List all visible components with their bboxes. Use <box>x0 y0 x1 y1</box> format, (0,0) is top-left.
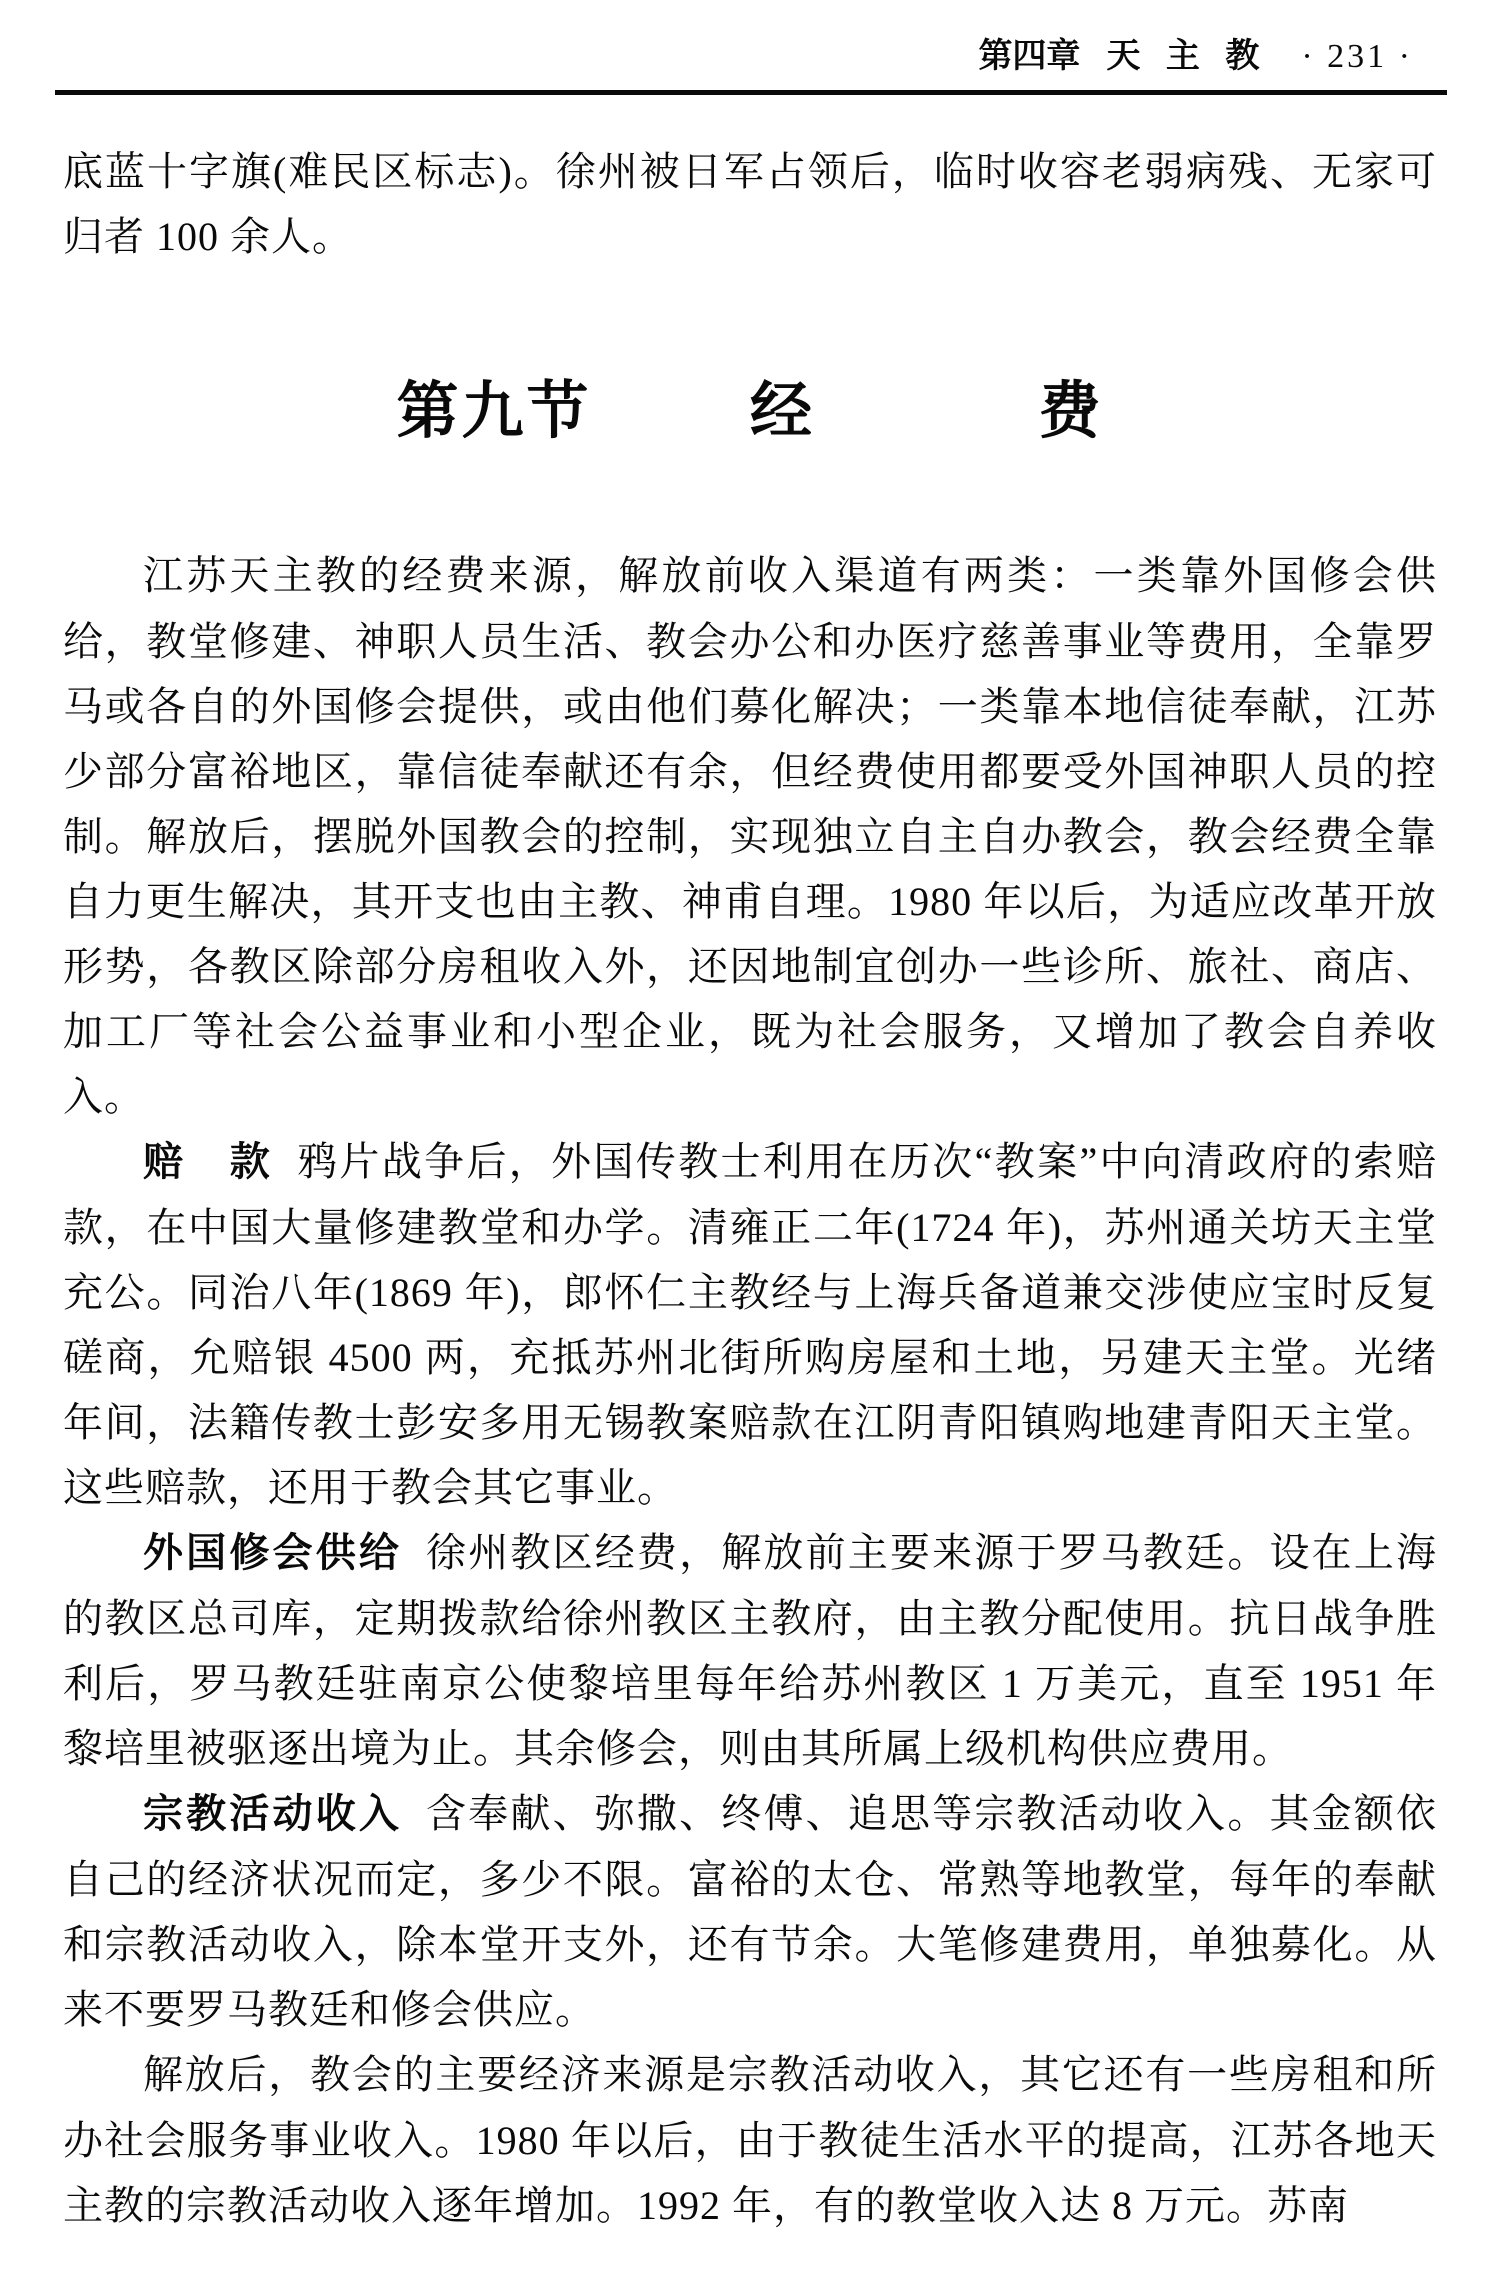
paragraph-religious-activity-income <box>63 1781 1437 2042</box>
paragraph-lead: 赔 款 <box>143 1140 274 1184</box>
chapter-label: 第四章 <box>978 37 1081 75</box>
paragraph-text: 江苏天主教的经费来源，解放前收入渠道有两类：一类靠外国修会供给，教堂修建、神职人员生活、教会办公和办医疗慈善事业等费用，全靠罗马或各自的外国修会提供，或由他们募化解决；一类靠本地信徒奉献，江苏少部分富裕地区，靠信徒奉献还有余，但经费使用都要受外国神职人员的控制。解放后，摆脱外国教会的控制，实现独立自主自办教会，教会经费全靠自力更生解决，其开支也由主教、神甫自理。1980 年以后，为适应改革开放形势，各教区除部分房租收入外，还因地制宜创办一些诊所、旅社、商店、加工厂等社会公益事业和小型企业，既为社会服务，又增加了教会自养收入。 <box>63 553 1437 1119</box>
paragraph-text: 解放后，教会的主要经济来源是宗教活动收入，其它还有一些房租和所办社会服务事业收入。1980 年以后，由于教徒生活水平的提高，江苏各地天主教的宗教活动收入逐年增加。1992 年，有的教堂收入达 8 万元。苏南 <box>63 2052 1437 2228</box>
running-head <box>63 22 1437 76</box>
paragraph-foreign-orders-supply <box>63 1520 1437 1781</box>
paragraph-lead: 宗教活动收入 <box>143 1792 403 1836</box>
page-body <box>63 139 1437 2238</box>
header-rule <box>55 90 1447 95</box>
page-number: · 231 · <box>1301 38 1413 75</box>
section-title-char-2: 费 <box>1038 378 1104 446</box>
paragraph-text: 徐州教区经费，解放前主要来源于罗马教廷。设在上海的教区总司库，定期拨款给徐州教区主教府，由主教分配使用。抗日战争胜利后，罗马教廷驻南京公使黎培里每年给苏州教区 1 万美元，直至 1951 年黎培里被驱逐出境为止。其余修会，则由其所属上级机构供应费用。 <box>63 1530 1438 1771</box>
page-header <box>63 22 1437 95</box>
paragraph-continuation: 底蓝十字旗(难民区标志)。徐州被日军占领后，临时收容老弱病残、无家可归者 100 余人。 <box>63 149 1437 259</box>
section-title-char-1: 经 <box>749 378 815 446</box>
paragraph-text: 鸦片战争后，外国传教士利用在历次“教案”中向清政府的索赔款，在中国大量修建教堂和办学。清雍正二年(1724 年)，苏州通关坊天主堂充公。同治八年(1869 年)，郎怀仁主教经与上海兵备道兼交涉使应宝时反复磋商，允赔银 4500 两，充抵苏州北街所购房屋和土地，另建天主堂。光绪年间，法籍传教士彭安多用无锡教案赔款在江阴青阳镇购地建青阳天主堂。这些赔款，还用于教会其它事业。 <box>63 1139 1438 1510</box>
paragraph-indemnity <box>63 1129 1437 1520</box>
section-title <box>63 377 1437 447</box>
paragraph-after-liberation <box>63 2042 1437 2238</box>
section-number: 第九节 <box>396 378 592 446</box>
paragraph-overview <box>63 543 1437 1129</box>
chapter-title: 天 主 教 <box>1106 37 1268 75</box>
paragraph-text: 含奉献、弥撒、终傅、追思等宗教活动收入。其金额依自己的经济状况而定，多少不限。富裕的太仓、常熟等地教堂，每年的奉献和宗教活动收入，除本堂开支外，还有节余。大笔修建费用，单独募化。从来不要罗马教廷和修会供应。 <box>63 1791 1438 2032</box>
paragraph-lead: 外国修会供给 <box>143 1531 403 1575</box>
